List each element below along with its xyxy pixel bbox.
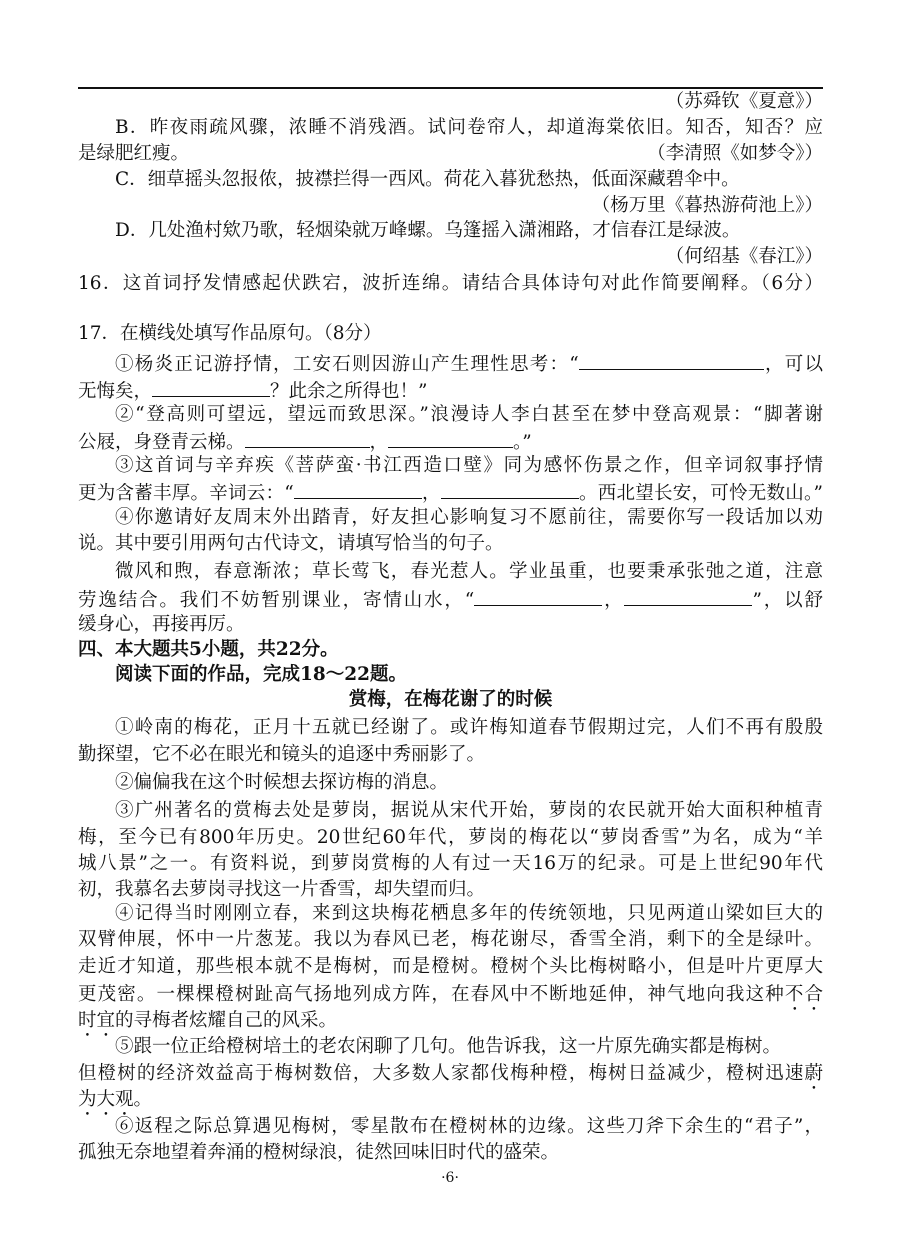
fill-in-blank[interactable] bbox=[294, 481, 422, 499]
fill-in-blank[interactable] bbox=[474, 588, 602, 606]
text-segment: ？此余之所得也！” bbox=[270, 381, 428, 402]
text-line bbox=[78, 1089, 823, 1111]
page-number: ·6· bbox=[441, 1170, 459, 1186]
text-segment: ⑤跟一位正给橙树培土的老农闲聊了几句。他告诉我，这一片原先确实都是梅树。 bbox=[115, 1036, 782, 1057]
text-line bbox=[78, 1116, 823, 1138]
fill-in-blank[interactable] bbox=[441, 481, 579, 499]
text-line bbox=[78, 639, 823, 661]
text-segment: 。 bbox=[133, 1089, 153, 1110]
text-line bbox=[78, 744, 823, 766]
emphasized-text: 为大观 bbox=[78, 1089, 134, 1110]
text-segment: 。西北望长安，可怜无数山。” bbox=[578, 483, 823, 504]
text-segment: 。” bbox=[513, 432, 532, 453]
text-segment: ，可以 bbox=[763, 354, 823, 375]
text-line bbox=[78, 507, 823, 529]
emphasized-text: 不合 bbox=[784, 984, 823, 1005]
fill-in-blank[interactable] bbox=[152, 379, 270, 397]
emphasized-text: 蔚 bbox=[804, 1063, 823, 1084]
fill-in-blank[interactable] bbox=[245, 430, 370, 448]
text-line bbox=[78, 481, 823, 503]
text-segment: 梅，至今已有800年历史。20世纪60年代，萝岗的梅花以“萝岗香雪”为名，成为“羊 bbox=[78, 827, 823, 848]
text-line bbox=[78, 1063, 823, 1085]
text-segment: ①岭南的梅花，正月十五就已经谢了。或许梅知道春节假期过完，人们不再有殷殷 bbox=[115, 717, 823, 738]
text-line bbox=[78, 561, 823, 583]
text-segment: ③广州著名的赏梅去处是萝岗，据说从宋代开始，萝岗的农民就开始大面积种植青 bbox=[115, 800, 823, 821]
text-line bbox=[78, 323, 823, 345]
text-segment: ④你邀请好友周末外出踏青，好友担心影响复习不愿前往，需要你写一段话加以劝 bbox=[115, 507, 823, 528]
text-segment: ”，以舒 bbox=[752, 590, 823, 611]
text-segment: 孤独无奈地望着奔涌的橙树绿浪，徒然回味旧时代的盛荣。 bbox=[78, 1142, 560, 1163]
text-line bbox=[78, 984, 823, 1006]
text-segment: 公屐，身登青云梯。 bbox=[78, 432, 245, 453]
text-segment: 劳逸结合。我们不妨暂别课业，寄情山水，“ bbox=[78, 590, 475, 611]
text-line bbox=[78, 956, 823, 978]
text-line bbox=[78, 929, 823, 951]
text-line bbox=[78, 430, 823, 452]
text-segment: 阅读下面的作品，完成18～22题。 bbox=[115, 664, 407, 685]
text-segment: ⑥返程之际总算遇见梅树，零星散布在橙树林的边缘。这些刀斧下余生的“君子”， bbox=[115, 1116, 823, 1137]
text-line bbox=[78, 827, 823, 849]
text-segment: 走近才知道，那些根本就不是梅树，而是橙树。橙树个头比梅树略小，但是叶片更厚大 bbox=[78, 956, 823, 977]
text-segment: D．几处渔村欸乃歌，轻烟染就万峰螺。乌篷摇入潇湘路，才信春江是绿波。 bbox=[115, 220, 741, 241]
text-line bbox=[78, 664, 823, 686]
text-segment: ④记得当时刚刚立春，来到这块梅花栖息多年的传统领地，只见两道山梁如巨大的 bbox=[115, 903, 823, 924]
text-line bbox=[78, 903, 823, 925]
header-rule bbox=[78, 87, 823, 89]
text-segment: ， bbox=[602, 590, 625, 611]
text-line bbox=[78, 220, 823, 242]
text-line bbox=[78, 246, 823, 268]
text-segment: 无悔矣， bbox=[78, 381, 153, 402]
emphasized-text: 时宜 bbox=[78, 1010, 116, 1031]
text-line bbox=[78, 1036, 823, 1058]
text-line bbox=[78, 91, 823, 113]
text-segment: 双臂伸展，怀中一片葱茏。我以为春风已老，梅花谢尽，香雪全消，剩下的全是绿叶。 bbox=[78, 929, 823, 950]
text-segment: 但橙树的经济效益高于梅树数倍，大多数人家都伐梅种橙，梅树日益减少，橙树迅速 bbox=[78, 1063, 805, 1084]
text-segment: （苏舜钦《夏意》） bbox=[665, 91, 823, 112]
text-segment: ， bbox=[369, 432, 389, 453]
text-line bbox=[78, 379, 823, 401]
text-line bbox=[78, 195, 823, 217]
text-segment: C．细草摇头忽报侬，披襟拦得一西风。荷花入暮犹愁热，低面深藏碧伞中。 bbox=[115, 169, 740, 190]
text-line bbox=[78, 1142, 823, 1164]
text-segment: 是绿肥红瘦。 bbox=[78, 143, 190, 164]
text-line bbox=[78, 273, 823, 295]
text-segment: 说。其中要引用两句古代诗文，请填写恰当的句子。 bbox=[78, 533, 504, 554]
text-line bbox=[78, 143, 823, 165]
text-line bbox=[78, 404, 823, 426]
text-line bbox=[78, 352, 823, 374]
text-segment: 更为含蓄丰厚。辛词云：“ bbox=[78, 483, 294, 504]
text-segment: 17．在横线处填写作品原句。（8分） bbox=[78, 323, 382, 344]
text-line bbox=[78, 879, 823, 901]
text-line bbox=[78, 614, 823, 636]
fill-in-blank[interactable] bbox=[624, 588, 752, 606]
text-segment: 四、本大题共5小题，共22分。 bbox=[78, 639, 339, 660]
text-segment: ， bbox=[421, 483, 441, 504]
text-segment: 初，我慕名去萝岗寻找这一片香雪，却失望而归。 bbox=[78, 879, 486, 900]
text-segment: （杨万里《暮热游荷池上》） bbox=[591, 195, 823, 216]
text-line bbox=[78, 455, 823, 477]
text-segment: 微风和煦，春意渐浓；草长莺飞，春光惹人。学业虽重，也要秉承张弛之道，注意 bbox=[115, 561, 823, 582]
text-line bbox=[78, 1010, 823, 1032]
fill-in-blank[interactable] bbox=[388, 430, 513, 448]
text-segment: 缓身心，再接再厉。 bbox=[78, 614, 245, 635]
text-segment: 赏梅，在梅花谢了的时候 bbox=[348, 689, 553, 710]
text-segment: ①杨炎正记游抒情，工安石则因游山产生理性思考：“ bbox=[115, 354, 579, 375]
text-line bbox=[78, 717, 823, 739]
text-segment: B．昨夜雨疏风骤，浓睡不消残酒。试问卷帘人，却道海棠依旧。知否，知否？应 bbox=[115, 117, 823, 138]
text-segment: 的寻梅者炫耀自己的风采。 bbox=[115, 1010, 338, 1031]
text-line bbox=[78, 117, 823, 139]
text-line bbox=[78, 800, 823, 822]
text-line bbox=[78, 169, 823, 191]
fill-in-blank[interactable] bbox=[579, 352, 764, 370]
text-segment: ②“登高则可望远，望远而致思深。”浪漫诗人李白甚至在梦中登高观景：“脚著谢 bbox=[115, 404, 823, 425]
text-line bbox=[78, 588, 823, 610]
text-segment: ②偏偏我在这个时候想去探访梅的消息。 bbox=[115, 772, 449, 793]
text-segment: 城八景”之一。有资料说，到萝岗赏梅的人有过一天16万的纪录。可是上世纪90年代 bbox=[78, 853, 823, 874]
text-segment: 更茂密。一棵棵橙树趾高气扬地列成方阵，在春风中不断地延伸，神气地向我这种 bbox=[78, 984, 785, 1005]
source-attribution: （李清照《如梦令》） bbox=[647, 143, 823, 164]
text-segment: ③这首词与辛弃疾《菩萨蛮·书江西造口壁》同为感怀伤景之作，但辛词叙事抒情 bbox=[115, 455, 823, 476]
text-segment: 16．这首词抒发情感起伏跌宕，波折连绵。请结合具体诗句对此作简要阐释。（6分） bbox=[78, 273, 823, 294]
text-segment: 勤探望，它不必在眼光和镜头的追逐中秀丽影了。 bbox=[78, 744, 486, 765]
text-line bbox=[78, 853, 823, 875]
text-line bbox=[78, 689, 823, 711]
text-line bbox=[78, 772, 823, 794]
text-segment: （何绍基《春江》） bbox=[665, 246, 823, 267]
text-line bbox=[78, 533, 823, 555]
